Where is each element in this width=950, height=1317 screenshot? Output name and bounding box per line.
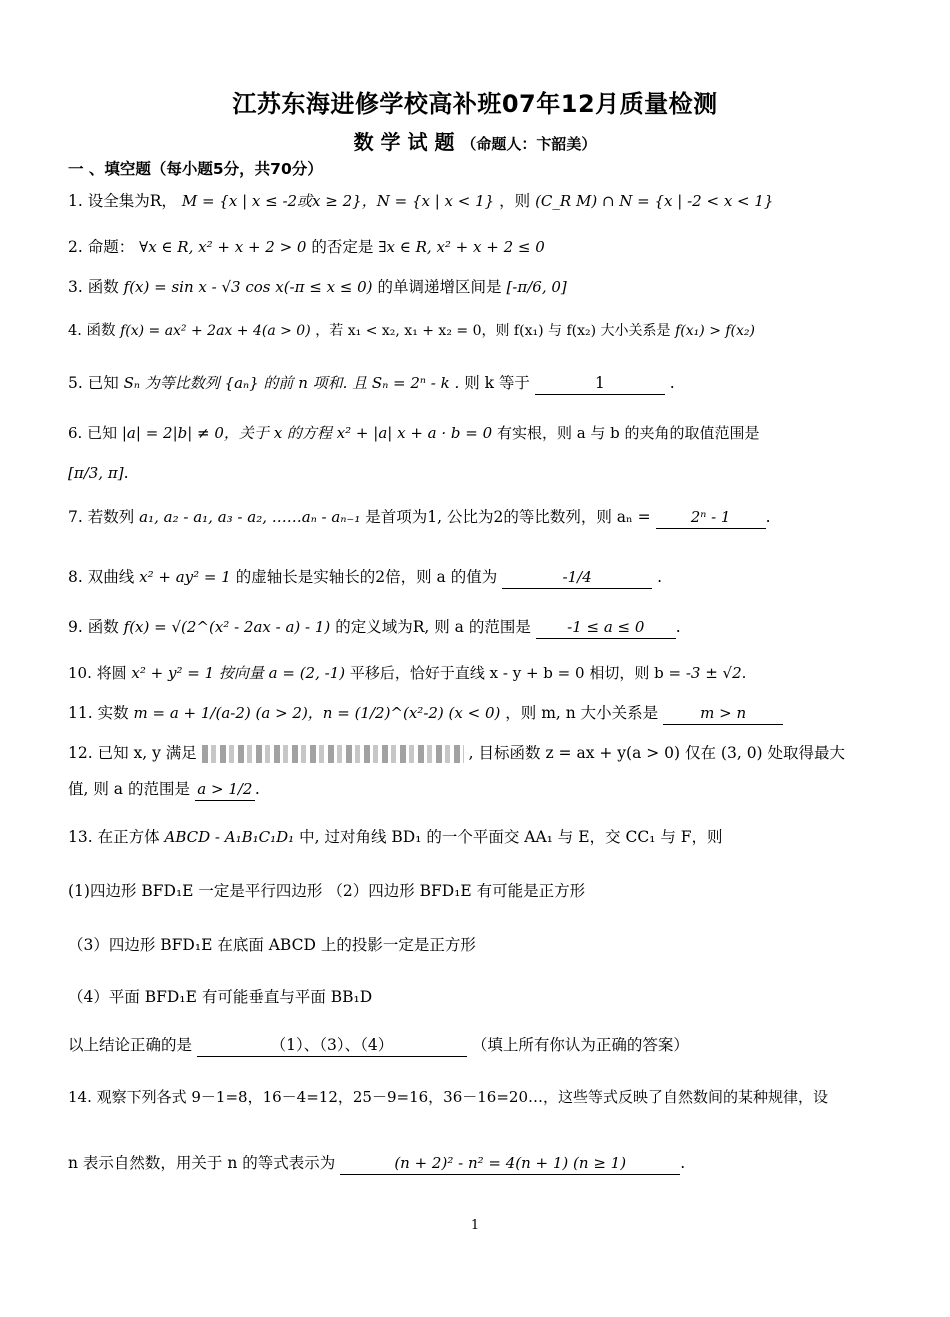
exam-title: 江苏东海进修学校高补班07年12月质量检测 [232, 90, 718, 118]
q8-answer: -1/4 [502, 566, 652, 589]
question-4 [68, 320, 755, 342]
question-11 [68, 702, 783, 725]
author-text: （命题人：卞韶美） [461, 135, 597, 153]
q1-pre: 1. 设全集为R， [68, 192, 177, 210]
q10-math: x² + y² = 1 按向量 a = (2, -1) [131, 664, 346, 682]
question-14: 14. 观察下列各式 9－1=8，16－4=12，25－9=16，36－16=20…，这些等式反映了自然数间的某种规律，设 [68, 1088, 828, 1106]
q7-answer: 2ⁿ - 1 [656, 506, 766, 529]
q6-math: |a| = 2|b| ≠ 0，关于 x 的方程 x² + |a| x + a · b = 0 [121, 424, 493, 442]
q5-pre: 5. 已知 [68, 374, 119, 392]
q1-mid: ，则 [499, 192, 531, 210]
q7-pre: 7. 若数列 [68, 508, 135, 526]
q13-item-1: (1)四边形 BFD₁E 一定是平行四边形 （2）四边形 BFD₁E 有可能是正方形 [68, 882, 586, 900]
question-6 [68, 422, 760, 444]
q4-mid: ，若 x₁ < x₂, x₁ + x₂ = 0，则 f(x₁) 与 f(x₂) 大小关系是 [315, 323, 671, 339]
q3-mid: 的单调递增区间是 [377, 278, 502, 296]
q13-conclusion-post: （填上所有你认为正确的答案） [471, 1036, 689, 1054]
q9-pre: 9. 函数 [68, 618, 119, 636]
q12-mid: , 目标函数 z = ax + y(a > 0) 仅在 (3, 0) 处取得最大 [468, 744, 846, 762]
q9-answer: -1 ≤ a ≤ 0 [536, 616, 676, 639]
q12-answer: a > 1/2 [195, 778, 255, 801]
q6-mid: 有实根，则 a 与 b 的夹角的取值范围是 [496, 424, 760, 442]
question-3 [68, 276, 567, 298]
q7-mid: 是首项为1, 公比为2的等比数列，则 aₙ = [365, 508, 651, 526]
question-10: 10. 将圆 x² + y² = 1 按向量 a = (2, -1) 平移后，恰好于直线 x - y + b = 0 相切，则 b = -3 ± √2. [68, 664, 747, 682]
q4-pre: 4. 函数 [68, 323, 116, 339]
exam-subtitle [0, 126, 950, 155]
question-13 [68, 826, 723, 848]
q3-math: f(x) = sin x - √3 cos x(-π ≤ x ≤ 0) [123, 278, 373, 296]
q8-math: x² + ay² = 1 [139, 568, 231, 586]
question-14-cont: n 表示自然数，用关于 n 的等式表示为 (n + 2)² - n² = 4(n + 1) (n ≥ 1) . [68, 1152, 685, 1175]
q13-math: ABCD - A₁B₁C₁D₁ [164, 828, 295, 846]
q13-conclusion [68, 1034, 689, 1057]
q12-pre: 12. 已知 x, y 满足 [68, 744, 197, 762]
section-heading: 一 、填空题（每小题5分，共70分） [68, 160, 323, 178]
q13-item-3: （4）平面 BFD₁E 有可能垂直与平面 BB₁D [68, 988, 373, 1006]
question-12 [68, 742, 845, 764]
question-9: 9. 函数 f(x) = √(2^(x² - 2ax - a) - 1) 的定义域为R, 则 a 的范围是 -1 ≤ a ≤ 0 . [68, 616, 681, 639]
q2-pre: 2. 命题： [68, 238, 135, 256]
q10-mid: 平移后，恰好于直线 x - y + b = 0 相切，则 b = [349, 664, 682, 682]
q6-answer: [π/3, π] [68, 464, 124, 482]
q14-answer: (n + 2)² - n² = 4(n + 1) (n ≥ 1) [340, 1152, 680, 1175]
q6-pre: 6. 已知 [68, 424, 118, 442]
question-7: 7. 若数列 a₁, a₂ - a₁, a₃ - a₂, ……aₙ - aₙ₋₁ 是首项为1, 公比为2的等比数列，则 aₙ = 2ⁿ - 1 . [68, 506, 771, 529]
subtitle-text: 数 学 试 题 [353, 130, 455, 154]
q13-answer: （1）、（3）、（4） [197, 1034, 467, 1057]
page-number: 1 [470, 1218, 480, 1233]
q12b-pre: 值, 则 a 的范围是 [68, 780, 190, 798]
q5-answer: 1 [535, 372, 665, 395]
q11-math: m = a + 1/(a-2) (a > 2)，n = (1/2)^(x²-2) (x < 0) [133, 704, 501, 722]
q3-answer: [-π/6, 0] [506, 278, 567, 296]
q4-answer: f(x₁) > f(x₂) [675, 323, 755, 339]
q11-mid: ，则 m, n 大小关系是 [505, 704, 659, 722]
q10-pre: 10. 将圆 [68, 664, 127, 682]
q10-answer: -3 ± √2 [685, 664, 742, 682]
q8-mid: 的虚轴长是实轴长的2倍，则 a 的值为 [235, 568, 498, 586]
q5-math: Sₙ 为等比数列 {aₙ} 的前 n 项和. 且 Sₙ = 2ⁿ - k . [123, 374, 460, 392]
question-2 [68, 236, 545, 258]
q3-pre: 3. 函数 [68, 278, 119, 296]
constraint-system-image [202, 745, 464, 763]
q9-mid: 的定义域为R, 则 a 的范围是 [335, 618, 531, 636]
q2-answer: ∃x ∈ R, x² + x + 2 ≤ 0 [378, 238, 545, 256]
question-5: 5. 已知 Sₙ 为等比数列 {aₙ} 的前 n 项和. 且 Sₙ = 2ⁿ - k . 则 k 等于 1 . [68, 372, 675, 395]
q4-math: f(x) = ax² + 2ax + 4(a > 0) [120, 323, 311, 339]
q1-answer: (C_R M) ∩ N = {x | -2 < x < 1} [535, 192, 774, 210]
question-1 [68, 190, 773, 212]
q11-pre: 11. 实数 [68, 704, 129, 722]
q1-math: M = {x | x ≤ -2或x ≥ 2}，N = {x | x < 1} [181, 192, 495, 210]
q2-mid: 的否定是 [311, 238, 374, 256]
q7-math: a₁, a₂ - a₁, a₃ - a₂, ……aₙ - aₙ₋₁ [139, 508, 361, 526]
q9-math: f(x) = √(2^(x² - 2ax - a) - 1) [123, 618, 331, 636]
question-8: 8. 双曲线 x² + ay² = 1 的虚轴长是实轴长的2倍，则 a 的值为 -1/4 . [68, 566, 662, 589]
q13-mid: 中, 过对角线 BD₁ 的一个平面交 AA₁ 与 E，交 CC₁ 与 F，则 [299, 828, 723, 846]
q2-math: ∀x ∈ R, x² + x + 2 > 0 [139, 238, 307, 256]
q5-mid: 则 k 等于 [464, 374, 530, 392]
q14-pre: n 表示自然数，用关于 n 的等式表示为 [68, 1154, 336, 1172]
question-6-answer-line: [π/3, π]. [68, 464, 129, 482]
q13-pre: 13. 在正方体 [68, 828, 160, 846]
q13-item-2: （3）四边形 BFD₁E 在底面 ABCD 上的投影一定是正方形 [68, 936, 476, 954]
q13-conclusion-pre: 以上结论正确的是 [68, 1036, 193, 1054]
q11-answer: m > n [663, 702, 783, 725]
q8-pre: 8. 双曲线 [68, 568, 135, 586]
question-12-cont: 值, 则 a 的范围是 a > 1/2 . [68, 778, 260, 801]
